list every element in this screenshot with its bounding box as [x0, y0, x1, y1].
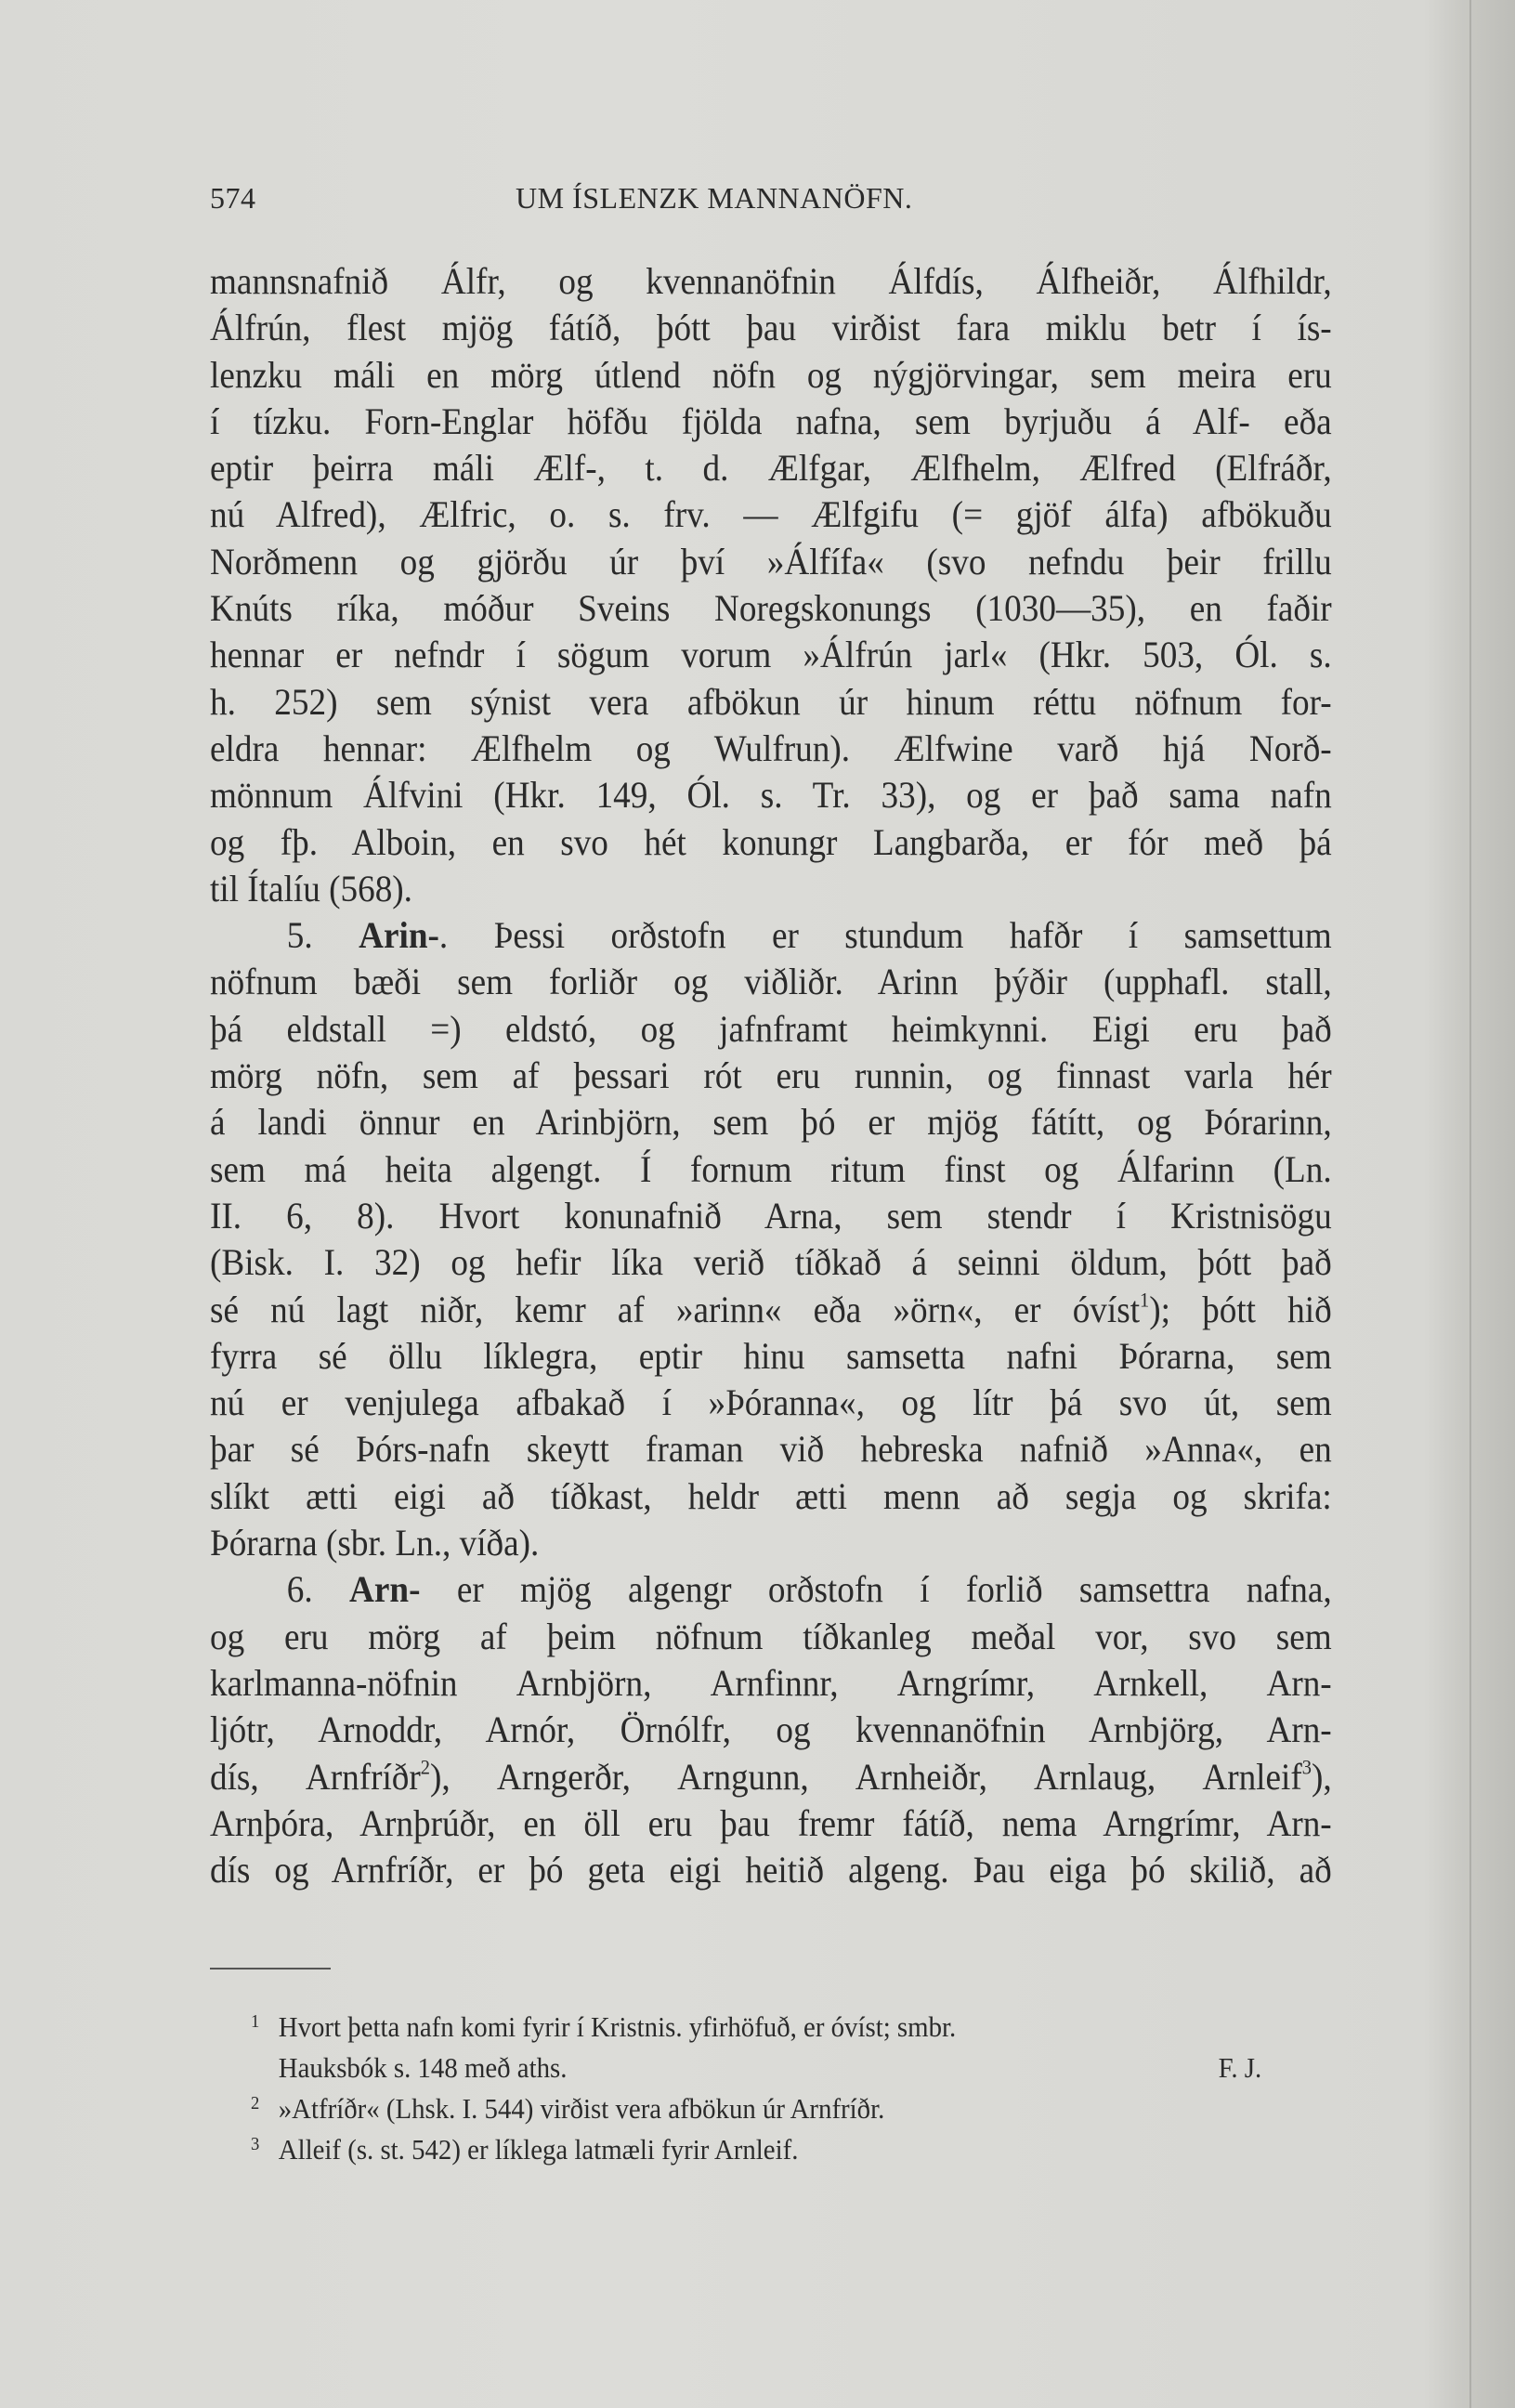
text-line	[210, 772, 1332, 818]
text-line	[210, 1239, 1332, 1286]
text-line	[210, 1193, 1332, 1239]
text-line	[210, 632, 1332, 678]
text-line	[210, 445, 1332, 491]
text-span: ), Arngerðr, Arngunn, Arnheiðr, Arnlaug, Arnleif	[430, 1755, 1302, 1798]
text-span: mörg nöfn, sem af þessari rót eru runnin, og finnast varla hér	[210, 1054, 1332, 1097]
page-edge-shadow	[1469, 0, 1471, 2408]
text-span: nú Alfred), Ælfric, o. s. frv. — Ælfgifu (= gjöf álfa) afbökuðu	[210, 493, 1332, 536]
text-line	[210, 1566, 1332, 1613]
section-heading: Arin-	[359, 914, 439, 957]
footnote-ref: 1	[1140, 1288, 1150, 1312]
text-span: er mjög algengr orðstofn í forlið samsettra nafna,	[420, 1568, 1332, 1611]
text-line	[210, 1520, 1332, 1566]
text-line	[210, 1006, 1332, 1053]
text-line	[210, 1426, 1332, 1472]
footnote-line	[251, 2129, 1253, 2170]
text-span: fyrra sé öllu líklegra, eptir hinu samsetta nafni Þórarna, sem	[210, 1334, 1332, 1377]
text-span: sem má heita algengt. Í fornum ritum finst og Álfarinn (Ln.	[210, 1147, 1332, 1190]
text-span: mönnum Álfvini (Hkr. 149, Ól. s. Tr. 33), og er það sama nafn	[210, 774, 1332, 817]
text-line	[210, 491, 1332, 538]
page-number: 574	[210, 181, 256, 215]
text-span: þá eldstall =) eldstó, og jafnframt heimkynni. Eigi eru það	[210, 1007, 1332, 1050]
footnote-number: 2	[251, 2093, 260, 2114]
text-line	[210, 1053, 1332, 1099]
footnote-line	[251, 2007, 1253, 2048]
text-line	[210, 959, 1332, 1005]
section-heading: Arn-	[349, 1568, 421, 1611]
text-span: karlmanna-nöfnin Arnbjörn, Arnfinnr, Arngrímr, Arnkell, Arn-	[210, 1661, 1332, 1704]
text-span: í tízku. Forn-Englar höfðu fjölda nafna, sem byrjuðu á Alf- eða	[210, 399, 1332, 442]
text-span: mannsnafnið Álfr, og kvennanöfnin Álfdís, Álfheiðr, Álfhildr,	[210, 260, 1332, 302]
text-span: . Þessi orðstofn er stundum hafðr í samsettum	[438, 914, 1332, 957]
footnote-text: Hvort þetta nafn komi fyrir í Kristnis. yfirhöfuð, er óvíst; smbr.	[278, 2010, 957, 2043]
text-line	[210, 1287, 1332, 1333]
text-span: 5.	[286, 914, 359, 957]
text-span: sé nú lagt niðr, kemr af »arinn« eða »örn«, er óvíst	[210, 1288, 1141, 1330]
footnote-ref: 3	[1301, 1755, 1312, 1778]
text-line	[210, 399, 1332, 445]
text-line	[210, 539, 1332, 585]
text-line	[210, 585, 1332, 632]
text-line	[210, 1847, 1332, 1893]
footnotes	[251, 2007, 1328, 2170]
text-line	[210, 1660, 1332, 1707]
text-span: h. 252) sem sýnist vera afbökun úr hinum réttu nöfnum for-	[210, 680, 1332, 723]
footnote-divider	[210, 1968, 331, 1970]
text-span: (Bisk. I. 32) og hefir líka verið tíðkað á seinni öldum, þótt það	[210, 1241, 1332, 1284]
footnote-text: »Atfríðr« (Lhsk. I. 544) virðist vera afbökun úr Arnfríðr.	[278, 2092, 885, 2125]
text-span: eldra hennar: Ælfhelm og Wulfrun). Ælfwine varð hjá Norð-	[210, 726, 1332, 769]
footnote-text: Hauksbók s. 148 með aths.	[278, 2051, 568, 2084]
running-title: UM ÍSLENZK MANNANÖFN.	[516, 181, 913, 215]
text-span: Þórarna (sbr. Ln., víða).	[210, 1522, 540, 1564]
footnote-line	[251, 2048, 1262, 2088]
footnote-number: 1	[251, 2011, 260, 2032]
footnote-ref: 2	[420, 1755, 431, 1778]
text-line	[210, 819, 1332, 866]
text-span: 6.	[286, 1568, 350, 1611]
text-span: lenzku máli en mörg útlend nöfn og nýgjörvingar, sem meira eru	[210, 353, 1332, 396]
text-span: og eru mörg af þeim nöfnum tíðkanleg meðal vor, svo sem	[210, 1615, 1332, 1657]
text-span: slíkt ætti eigi að tíðkast, heldr ætti menn að segja og skrifa:	[210, 1474, 1332, 1517]
text-span: og fþ. Alboin, en svo hét konungr Langbarða, er fór með þá	[210, 820, 1332, 863]
text-line	[210, 1333, 1332, 1380]
text-line	[210, 258, 1332, 305]
text-span: nú er venjulega afbakað í »Þóranna«, og lítr þá svo út, sem	[210, 1381, 1332, 1424]
footnote-text: Alleif (s. st. 542) er líklega latmæli fyrir Arnleif.	[278, 2133, 799, 2166]
text-line	[210, 1380, 1332, 1426]
text-line	[210, 1614, 1332, 1660]
text-line	[210, 1146, 1332, 1193]
text-span: til Ítalíu (568).	[210, 867, 412, 910]
footnote-line	[251, 2088, 1253, 2129]
text-span: Norðmenn og gjörðu úr því »Álfífa« (svo nefndu þeir frillu	[210, 540, 1332, 582]
text-span: ); þótt hið	[1149, 1288, 1332, 1330]
text-span: ),	[1311, 1755, 1332, 1798]
text-span: dís, Arnfríðr	[210, 1755, 421, 1798]
text-span: Álfrún, flest mjög fátíð, þótt þau virðist fara miklu betr í ís-	[210, 307, 1332, 349]
text-line	[210, 1473, 1332, 1520]
footnote-signature: F. J.	[1218, 2051, 1262, 2084]
text-span: ljótr, Arnoddr, Arnór, Örnólfr, og kvennanöfnin Arnbjörg, Arn-	[210, 1708, 1332, 1751]
text-line	[210, 305, 1332, 351]
text-span: dís og Arnfríðr, er þó geta eigi heitið algeng. Þau eiga þó skilið, að	[210, 1849, 1332, 1891]
text-line	[210, 912, 1332, 959]
text-line	[210, 866, 1332, 912]
text-span: þar sé Þórs-nafn skeytt framan við hebreska nafnið »Anna«, en	[210, 1428, 1332, 1471]
footnote-number: 3	[251, 2134, 260, 2154]
text-span: Arnþóra, Arnþrúðr, en öll eru þau fremr fátíð, nema Arngrímr, Arn-	[210, 1801, 1332, 1844]
text-line	[210, 679, 1332, 726]
text-span: eptir þeirra máli Ælf-, t. d. Ælfgar, Ælfhelm, Ælfred (Elfráðr,	[210, 447, 1332, 490]
text-line	[210, 1099, 1332, 1145]
text-line	[210, 1754, 1332, 1800]
text-span: á landi önnur en Arinbjörn, sem þó er mjög fátítt, og Þórarinn,	[210, 1101, 1332, 1144]
text-span: II. 6, 8). Hvort konunafnið Arna, sem stendr í Kristnisögu	[210, 1194, 1332, 1237]
body-text	[210, 258, 1332, 1893]
text-line	[210, 1800, 1332, 1847]
text-line	[210, 1707, 1332, 1753]
text-line	[210, 352, 1332, 399]
text-span: hennar er nefndr í sögum vorum »Álfrún jarl« (Hkr. 503, Ól. s.	[210, 634, 1332, 676]
text-span: nöfnum bæði sem forliðr og viðliðr. Arinn þýðir (upphafl. stall,	[210, 961, 1332, 1003]
text-line	[210, 726, 1332, 772]
text-span: Knúts ríka, móður Sveins Noregskonungs (1030—35), en faðir	[210, 587, 1332, 630]
